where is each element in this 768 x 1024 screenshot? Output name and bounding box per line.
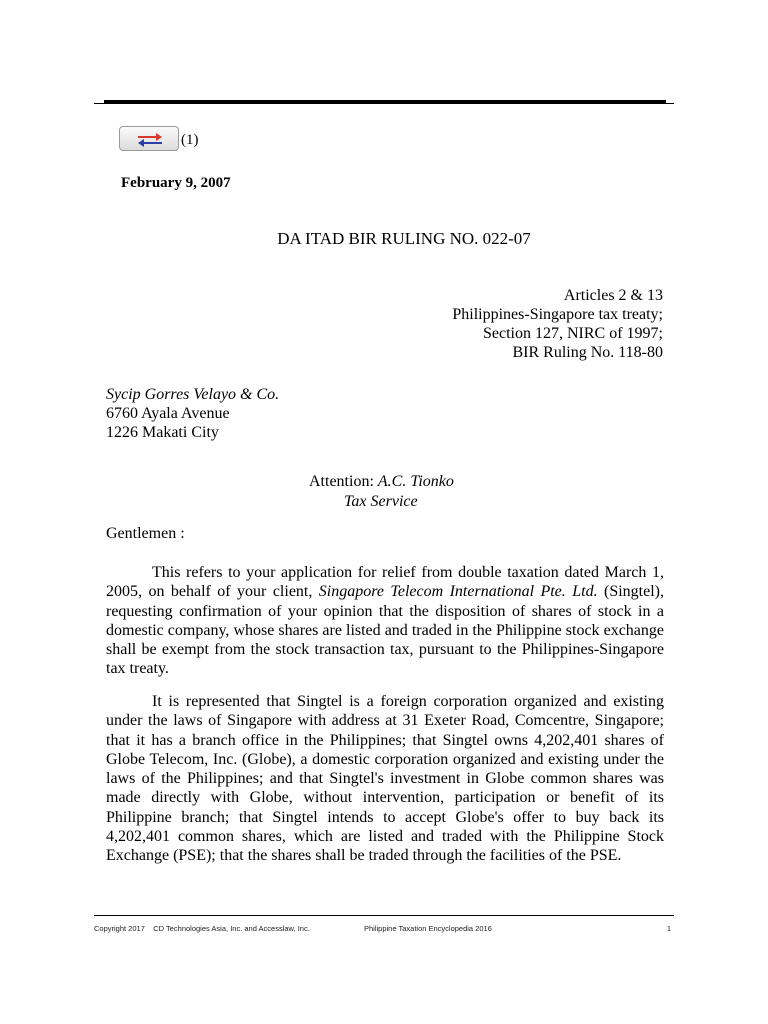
salutation: Gentlemen :: [106, 525, 185, 542]
footer-page-number: 1: [666, 924, 671, 933]
attention-name: A.C. Tionko: [377, 473, 454, 490]
addressee-firm: Sycip Gorres Velayo & Co.: [106, 386, 280, 403]
legal-references: [452, 286, 663, 362]
reference-line: Articles 2 & 13: [563, 287, 663, 304]
attention-department: Tax Service: [344, 493, 418, 510]
reference-line: BIR Ruling No. 118-80: [512, 344, 663, 361]
paragraph-text: This refers to your application for relief from double taxation dated March 1, 2005, on behalf of your client,: [106, 564, 664, 601]
ruling-title: DA ITAD BIR RULING NO. 022-07: [277, 229, 531, 248]
reference-line: Philippines-Singapore tax treaty;: [452, 306, 663, 323]
ruling-date: February 9, 2007: [121, 175, 231, 191]
client-name: Singapore Telecom International Pte. Ltd.: [318, 583, 598, 601]
swap-arrows-icon: [136, 130, 164, 148]
reference-line: Section 127, NIRC of 1997;: [483, 325, 663, 342]
attention-block: [309, 472, 454, 512]
paragraph-text: (Singtel), requesting confirmation of your opinion that the disposition of shares of stock in a domestic company, whose shares are listed and traded in the Philippine stock exchange shall be exempt from the stock transaction tax, pursuant to the Philippines-Singapore tax treaty.: [106, 583, 664, 678]
attention-label: Attention:: [309, 473, 378, 490]
reference-nav-button[interactable]: [119, 126, 179, 151]
footer-encyclopedia: Philippine Taxation Encyclopedia 2016: [364, 924, 492, 933]
addressee-block: [106, 385, 279, 442]
header-rule-thin: [94, 103, 674, 104]
footer-copyright: Copyright 2017 CD Technologies Asia, Inc. and Accesslaw, Inc.: [94, 924, 310, 933]
reference-number: (1): [181, 132, 199, 148]
addressee-street: 6760 Ayala Avenue: [106, 405, 230, 422]
body-paragraph-2: It is represented that Singtel is a foreign corporation organized and existing under the laws of Singapore with address at 31 Exeter Road, Comcentre, Singapore; that it has a branch office in the Philippines; that Singtel owns 4,202,401 shares of Globe Telecom, Inc. (Globe), a domestic corporation organized and existing under the laws of the Philippines; and that Singtel's investment in Globe common shares was made directly with Globe, without intervention, participation or benefit of its Philippine branch; that Singtel intends to accept Globe's offer to buy back its 4,202,401 common shares, which are listed and traded with the Philippine Stock Exchange (PSE); that the shares shall be traded through the facilities of the PSE.: [106, 693, 664, 865]
addressee-city: 1226 Makati City: [106, 424, 219, 441]
body-paragraph-1: [106, 563, 664, 679]
footer-rule: [94, 915, 674, 916]
